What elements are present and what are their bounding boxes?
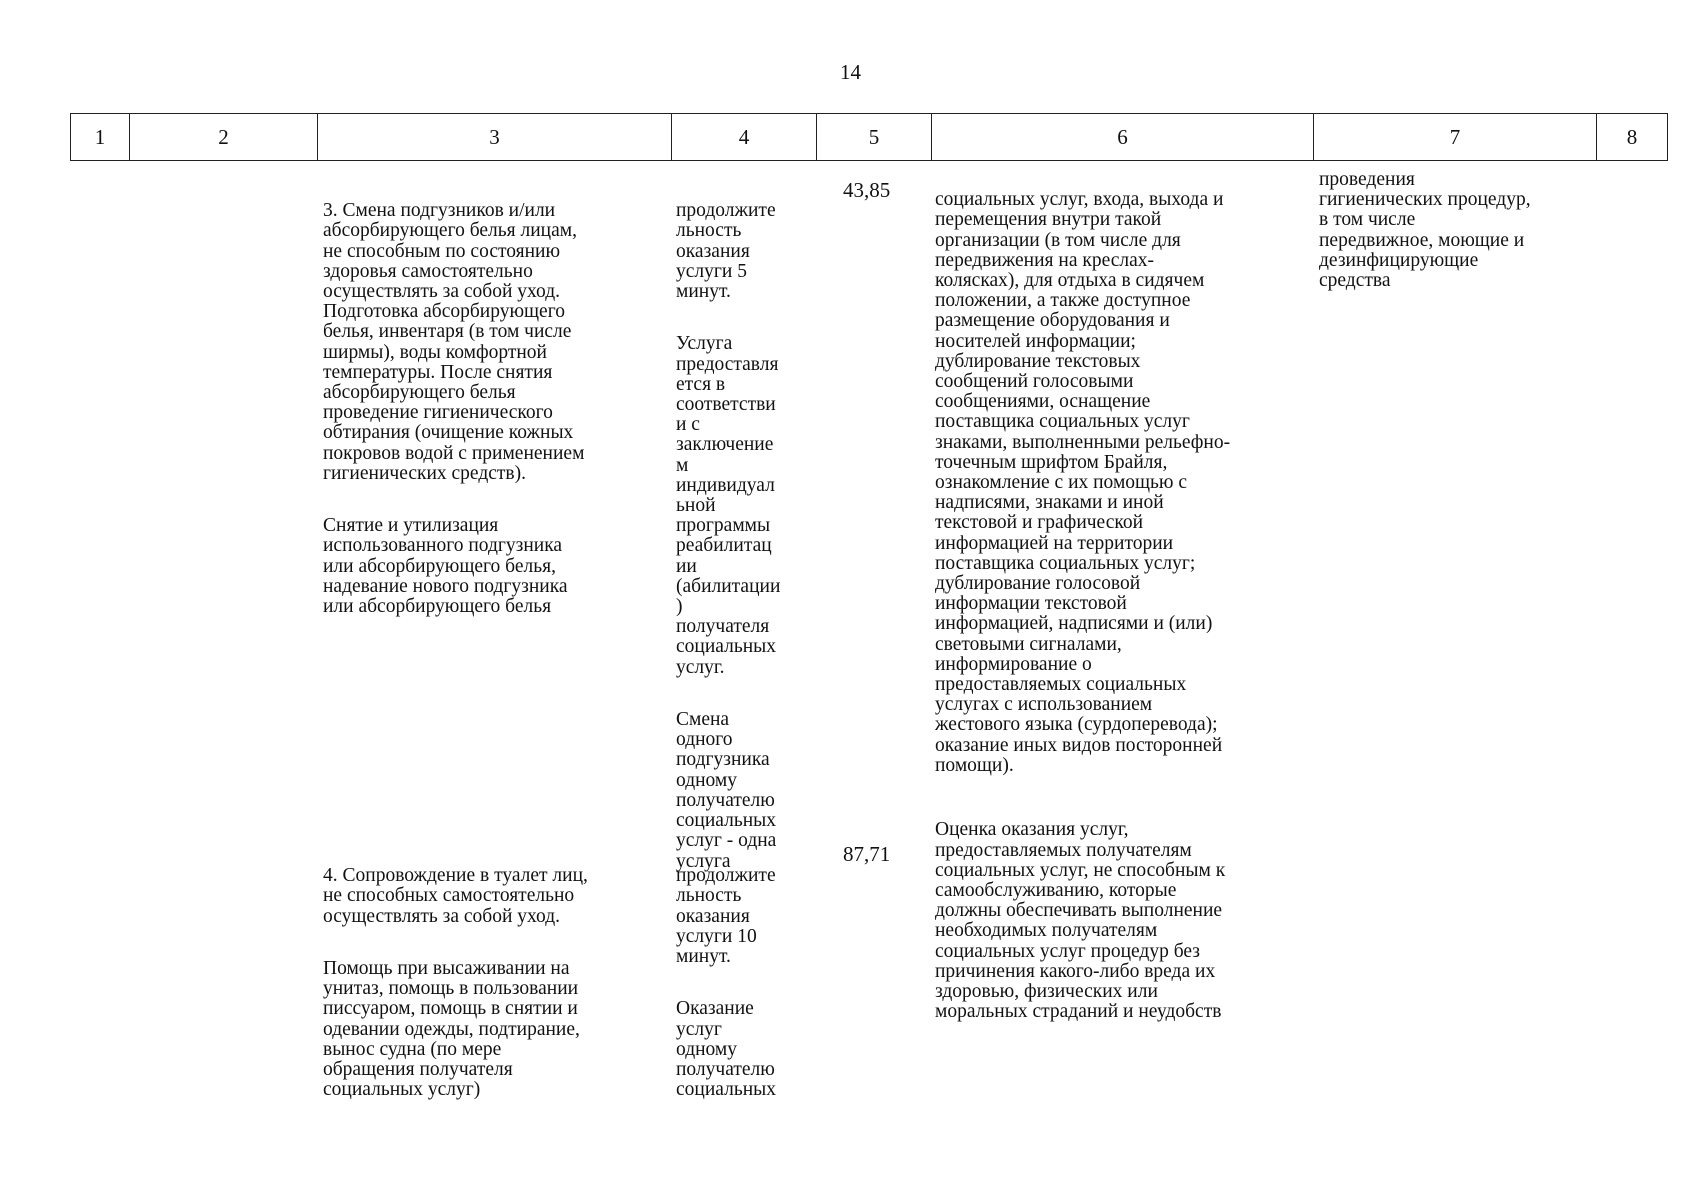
- paragraph: продолжите льность оказания услуги 10 минут.: [676, 865, 776, 968]
- header-col-3: 3: [318, 114, 672, 160]
- page-number: 14: [840, 60, 861, 84]
- header-col-7: 7: [1314, 114, 1597, 160]
- service-4-conditions: [676, 846, 816, 1133]
- header-col-5: 5: [817, 114, 932, 160]
- quality-indicators-text: [935, 170, 1315, 1055]
- paragraph: Помощь при высаживании на унитаз, помощь в пользовании писсуаром, помощь в снятии и одевании одежды, подтирание, вынос судна (по мере обращения получателя социальных услуг): [323, 958, 580, 1101]
- paragraph: Оценка оказания услуг, предоставляемых получателям социальных услуг, не способным к самообслуживанию, которые должны обеспечивать выполнение необходимых получателям социальных услуг процедур без причинения какого-либо вреда их здоровью, физических или моральных страданий и неудобств: [935, 819, 1226, 1023]
- header-col-2: 2: [130, 114, 318, 160]
- header-col-8: 8: [1626, 124, 1638, 149]
- paragraph: продолжите льность оказания услуги 5 минут.: [676, 200, 776, 303]
- paragraph: социальных услуг, входа, выхода и перемещения внутри такой организации (в том числе для передвижения на креслах- колясках), для отдыха в сидячем положении, а также доступное размещение оборудования и носителей информации; дублирование текстовых сообщений голосовыми сообщениями, оснащение поставщика социальных услуг знаками, выполненными рельефно- точечным шрифтом Брайля, ознакомление с их помощью с надписями, знаками и иной текстовой и графической информацией на территории поставщика социальных услуг; дублирование голосовой информации текстовой информацией, надписями и (или) световыми сигналами, информирование о предоставляемых социальных услугах с использованием жестового языка (сурдоперевода); оказание иных видов посторонней помощи).: [935, 189, 1231, 776]
- service-4-description: [323, 846, 663, 1133]
- paragraph: Оказание услуг одному получателю социальных: [676, 998, 777, 1101]
- paragraph: 3. Смена подгузников и/или абсорбирующего белья лицам, не способным по состоянию здоровья самостоятельно осуществлять за собой уход. Подготовка абсорбирующего белья, инвентаря (в том числе ширмы), воды комфортной температуры. После снятия абсорбирующего белья проведение гигиенического обтирания (очищение кожных покровов водой с применением гигиенических средств).: [323, 200, 585, 484]
- equipment-text: проведения гигиенических процедур, в том числе передвижное, моющие и дезинфицирующие средства: [1319, 169, 1531, 292]
- paragraph: Снятие и утилизация использованного подгузника или абсорбирующего белья, надевание нового подгузника или абсорбирующего белья: [323, 515, 568, 618]
- service-4-price: 87,71: [843, 842, 891, 866]
- service-3-conditions: [676, 181, 816, 904]
- header-col-4: 4: [672, 114, 817, 160]
- header-col-6: 6: [932, 114, 1314, 160]
- service-3-description: [323, 181, 663, 649]
- header-col-1: 1: [71, 114, 130, 160]
- paragraph: 4. Сопровождение в туалет лиц, не способных самостоятельно осуществлять за собой уход.: [323, 865, 588, 927]
- paragraph: Смена одного подгузника одному получателю социальных услуг - одна услуга: [676, 709, 777, 872]
- service-3-price: 43,85: [843, 178, 891, 202]
- paragraph: Услуга предоставля ется в соответстви и с заключение м индивидуал ьной программы реабилитац ии (абилитации ) получателя социальных услуг.: [676, 333, 781, 678]
- column-number-header: [70, 113, 1668, 161]
